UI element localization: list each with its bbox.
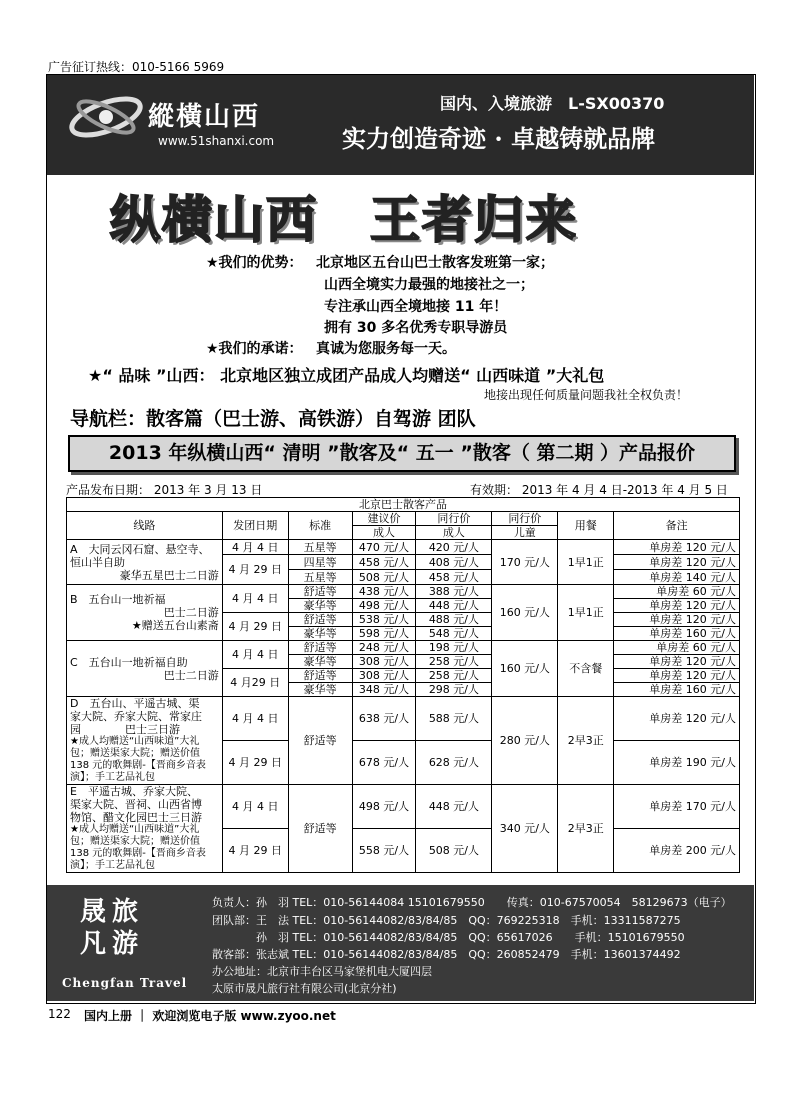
depart-date: 4 月 4 日	[222, 697, 288, 741]
standard: 豪华等	[288, 627, 352, 641]
price-suggested: 508 元/人	[352, 570, 416, 585]
price-suggested: 538 元/人	[352, 613, 416, 627]
page-number: 122	[48, 1007, 71, 1021]
route-c: C 五台山一地祈福自助 巴士二日游	[67, 641, 223, 697]
note: 单房差 160 元/人	[614, 627, 740, 641]
header-child: 儿童	[492, 526, 558, 540]
advantage-item: 北京地区五台山巴士散客发班第一家；	[316, 255, 554, 271]
price-peer: 488 元/人	[416, 613, 492, 627]
advantage-item: 山西全境实力最强的地接社之一；	[324, 277, 534, 293]
route-a: A 大同云冈石窟、悬空寺、 恒山半自助 豪华五星巴士二日游	[67, 540, 223, 585]
note: 单房差 170 元/人	[614, 785, 740, 829]
price-suggested: 558 元/人	[352, 829, 416, 873]
company-name: 太原市晟凡旅行社有限公司(北京分社)	[212, 982, 397, 995]
depart-date: 4 月 29 日	[222, 555, 288, 585]
advantage-item: 拥有 30 多名优秀专职导游员	[324, 320, 508, 336]
price-peer: 420 元/人	[416, 540, 492, 555]
standard: 舒适等	[288, 697, 352, 785]
standard: 舒适等	[288, 585, 352, 599]
note: 单房差 120 元/人	[614, 669, 740, 683]
route-e: E 平遥古城、乔家大院、 渠家大院、晋祠、山西省博 物馆、醋文化园巴士三日游 ★成人均赠送“山西味道”大礼包；赠送渠家大院；赠送价值138 元的歌舞剧-【晋商乡音表演】；手工艺品礼包	[67, 785, 223, 873]
price-suggested: 458 元/人	[352, 555, 416, 570]
price-peer: 258 元/人	[416, 655, 492, 669]
price-peer: 628 元/人	[416, 741, 492, 785]
logo-swirl-icon	[66, 86, 146, 148]
header-note: 备注	[614, 512, 740, 540]
standard: 四星等	[288, 555, 352, 570]
advantage-item: 专注承山西全境地接 11 年！	[324, 299, 508, 315]
note: 单房差 60 元/人	[614, 641, 740, 655]
standard: 舒适等	[288, 669, 352, 683]
price-peer: 448 元/人	[416, 599, 492, 613]
price-suggested: 498 元/人	[352, 599, 416, 613]
header-peer: 同行价	[416, 512, 492, 526]
price-suggested: 308 元/人	[352, 655, 416, 669]
contact-line: 负责人：孙 羽 TEL：010-56144084 15101679550 传真：010-67570054 58129673（电子）	[212, 896, 732, 909]
price-title: 2013 年纵横山西“ 清明 ”散客及“ 五一 ”散客（ 第二期 ）产品报价	[108, 442, 696, 464]
standard: 豪华等	[288, 599, 352, 613]
publish-date: 产品发布日期： 2013 年 3 月 13 日	[66, 483, 263, 497]
contact-line: 散客部：张志斌 TEL：010-56144082/83/84/85 QQ：260852479 手机：13601374492	[212, 948, 681, 961]
price-suggested: 308 元/人	[352, 669, 416, 683]
price-peer: 198 元/人	[416, 641, 492, 655]
valid-period: 有效期： 2013 年 4 月 4 日-2013 年 4 月 5 日	[470, 483, 728, 497]
header-suggested: 建议价	[352, 512, 416, 526]
price-suggested: 598 元/人	[352, 627, 416, 641]
price-peer: 508 元/人	[416, 829, 492, 873]
promise-text: 真诚为您服务每一天。	[316, 341, 456, 357]
header-adult: 成人	[416, 526, 492, 540]
route-d: D 五台山、平遥古城、渠 家大院、乔家大院、常家庄 园 巴士三日游 ★成人均赠送“山西味道”大礼包；赠送渠家大院；赠送价值138 元的歌舞剧-【晋商乡音表演】；手工艺品礼包	[67, 697, 223, 785]
standard: 豪华等	[288, 655, 352, 669]
standard: 五星等	[288, 540, 352, 555]
price-suggested: 348 元/人	[352, 683, 416, 697]
price-suggested: 638 元/人	[352, 697, 416, 741]
advantages-label: ★我们的优势：	[206, 255, 303, 271]
pinwei-banner: ★“ 品味 ”山西： 北京地区独立成团产品成人均赠送“ 山西味道 ”大礼包	[88, 366, 605, 385]
promise-label: ★我们的承诺：	[206, 341, 303, 357]
note: 单房差 120 元/人	[614, 655, 740, 669]
license-number: 国内、入境旅游 L-SX00370	[440, 94, 665, 113]
header-route: 线路	[67, 512, 223, 540]
price-child: 170 元/人	[492, 540, 558, 585]
header-peer-child: 同行价	[492, 512, 558, 526]
note: 单房差 120 元/人	[614, 599, 740, 613]
price-child: 160 元/人	[492, 641, 558, 697]
price-suggested: 248 元/人	[352, 641, 416, 655]
ad-hotline: 广告征订热线：010-5166 5969	[48, 60, 225, 74]
table-caption: 北京巴士散客产品	[67, 498, 740, 512]
quality-guarantee: 地接出现任何质量问题我社全权负责！	[484, 388, 689, 402]
depart-date: 4 月 4 日	[222, 540, 288, 555]
header-date: 发团日期	[222, 512, 288, 540]
meal: 1早1正	[558, 585, 614, 641]
depart-date: 4 月 4 日	[222, 785, 288, 829]
standard: 豪华等	[288, 683, 352, 697]
navigation-bar: 导航栏：散客篇（巴士游、高铁游）自驾游 团队	[70, 408, 476, 430]
edition-link[interactable]: 国内上册 ｜ 欢迎浏览电子版 www.zyoo.net	[84, 1009, 336, 1023]
logo-url: www.51shanxi.com	[158, 134, 275, 148]
depart-date: 4 月 4 日	[222, 585, 288, 613]
meal: 2早3正	[558, 785, 614, 873]
depart-date: 4 月 29 日	[222, 741, 288, 785]
brand-logo: 晟旅 凡游	[80, 897, 145, 959]
depart-date: 4 月 29 日	[222, 829, 288, 873]
note: 单房差 60 元/人	[614, 585, 740, 599]
depart-date: 4 月 29 日	[222, 613, 288, 641]
header-standard: 标准	[288, 512, 352, 540]
depart-date: 4 月 4 日	[222, 641, 288, 669]
contact-line: 孙 羽 TEL：010-56144082/83/84/85 QQ：65617026 手机：15101679550	[212, 931, 685, 944]
price-child: 160 元/人	[492, 585, 558, 641]
meal: 2早3正	[558, 697, 614, 785]
price-peer: 588 元/人	[416, 697, 492, 741]
note: 单房差 120 元/人	[614, 540, 740, 555]
price-title-box	[68, 435, 736, 472]
price-peer: 448 元/人	[416, 785, 492, 829]
office-address: 办公地址：北京市丰台区马家堡机电大厦四层	[212, 965, 432, 978]
note: 单房差 190 元/人	[614, 741, 740, 785]
headline: 纵横山西 王者归来	[110, 191, 578, 249]
route-b: B 五台山一地祈福 巴士二日游 ★赠送五台山素斋	[67, 585, 223, 641]
header-adult: 成人	[352, 526, 416, 540]
price-peer: 548 元/人	[416, 627, 492, 641]
contact-line: 团队部：王 法 TEL：010-56144082/83/84/85 QQ：769225318 手机：13311587275	[212, 914, 681, 927]
brand-english-name: Chengfan Travel	[62, 976, 188, 990]
standard: 五星等	[288, 570, 352, 585]
standard: 舒适等	[288, 613, 352, 627]
price-peer: 258 元/人	[416, 669, 492, 683]
depart-date: 4 月29 日	[222, 669, 288, 697]
price-child: 340 元/人	[492, 785, 558, 873]
header-meal: 用餐	[558, 512, 614, 540]
price-peer: 388 元/人	[416, 585, 492, 599]
price-table	[66, 497, 740, 873]
note: 单房差 140 元/人	[614, 570, 740, 585]
price-child: 280 元/人	[492, 697, 558, 785]
price-suggested: 438 元/人	[352, 585, 416, 599]
note: 单房差 120 元/人	[614, 697, 740, 741]
note: 单房差 200 元/人	[614, 829, 740, 873]
price-peer: 298 元/人	[416, 683, 492, 697]
price-suggested: 678 元/人	[352, 741, 416, 785]
note: 单房差 160 元/人	[614, 683, 740, 697]
logo-name: 縱橫山西	[148, 102, 261, 132]
meal: 1早1正	[558, 540, 614, 585]
note: 单房差 120 元/人	[614, 555, 740, 570]
price-suggested: 470 元/人	[352, 540, 416, 555]
standard: 舒适等	[288, 641, 352, 655]
meal: 不含餐	[558, 641, 614, 697]
price-suggested: 498 元/人	[352, 785, 416, 829]
price-peer: 458 元/人	[416, 570, 492, 585]
price-peer: 408 元/人	[416, 555, 492, 570]
slogan: 实力创造奇迹 · 卓越铸就品牌	[342, 124, 656, 153]
note: 单房差 120 元/人	[614, 613, 740, 627]
standard: 舒适等	[288, 785, 352, 873]
